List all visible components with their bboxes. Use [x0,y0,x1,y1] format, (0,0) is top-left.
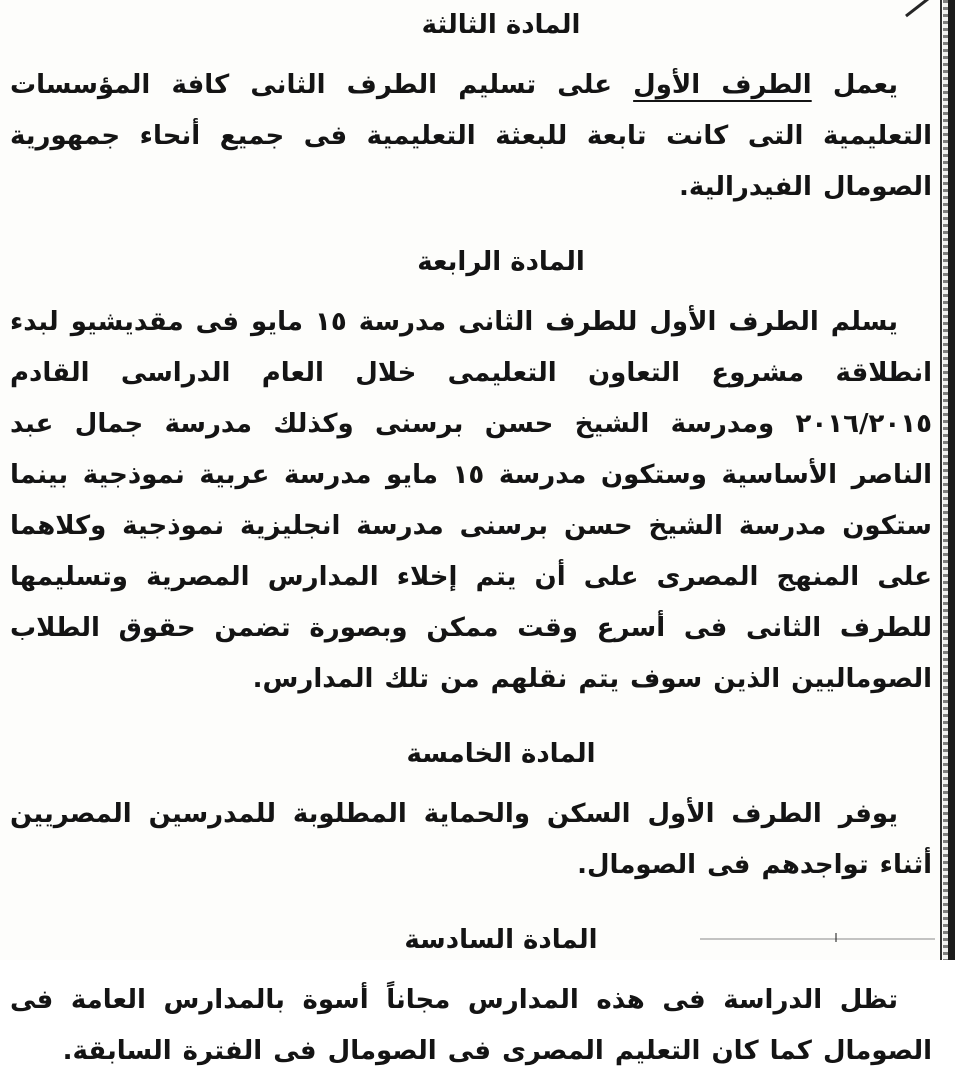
article-three-body-rest: على تسليم الطرف الثانى كافة المؤسسات التعليمية التى كانت تابعة للبعثة التعليمية فى جميع أنحاء جمهورية الصومال الفيدرالية. [10,70,932,202]
article-five-body: يوفر الطرف الأول السكن والحماية المطلوبة للمدرسين المصريين أثناء تواجدهم فى الصومال. [10,799,932,880]
scan-artifact-bottom [700,938,935,940]
scan-inner-line [940,0,942,960]
article-four-body: يسلم الطرف الأول للطرف الثانى مدرسة ١٥ مايو فى مقديشيو لبدء انطلاقة مشروع التعاون التعليمى خلال العام الدراسى القادم ٢٠١٦/٢٠١٥ ومدرسة الشيخ حسن برسنى وكذلك مدرسة جمال عبد الناصر الأساسية وستكون مدرسة ١٥ مايو مدرسة عربية نموذجية بينما ستكون مدرسة الشيخ حسن برسنى مدرسة انجليزية نموذجية وكلاهما على المنهج المصرى على أن يتم إخلاء المدارس المصرية وتسليمها للطرف الثانى فى أسرع وقت ممكن وبصورة تضمن حقوق الطلاب الصوماليين الذين سوف يتم نقلهم من تلك المدارس. [10,307,932,694]
article-three-body-start: يعمل [811,70,898,100]
first-party-underlined-text: الطرف الأول [633,70,812,100]
article-three-body [10,60,932,213]
article-three-heading: المادة الثالثة [421,10,581,40]
article-six-body: تظل الدراسة فى هذه المدارس مجاناً أسوة بالمدارس العامة فى الصومال كما كان التعليم المصرى فى الصومال فى الفترة السابقة. [10,985,932,1066]
article-six-heading: المادة السادسة [404,925,598,955]
article-four-heading: المادة الرابعة [417,247,585,277]
scan-edge-border [948,0,955,960]
article-five-heading: المادة الخامسة [406,739,596,769]
scan-artifact-bottom-tick [835,933,837,942]
